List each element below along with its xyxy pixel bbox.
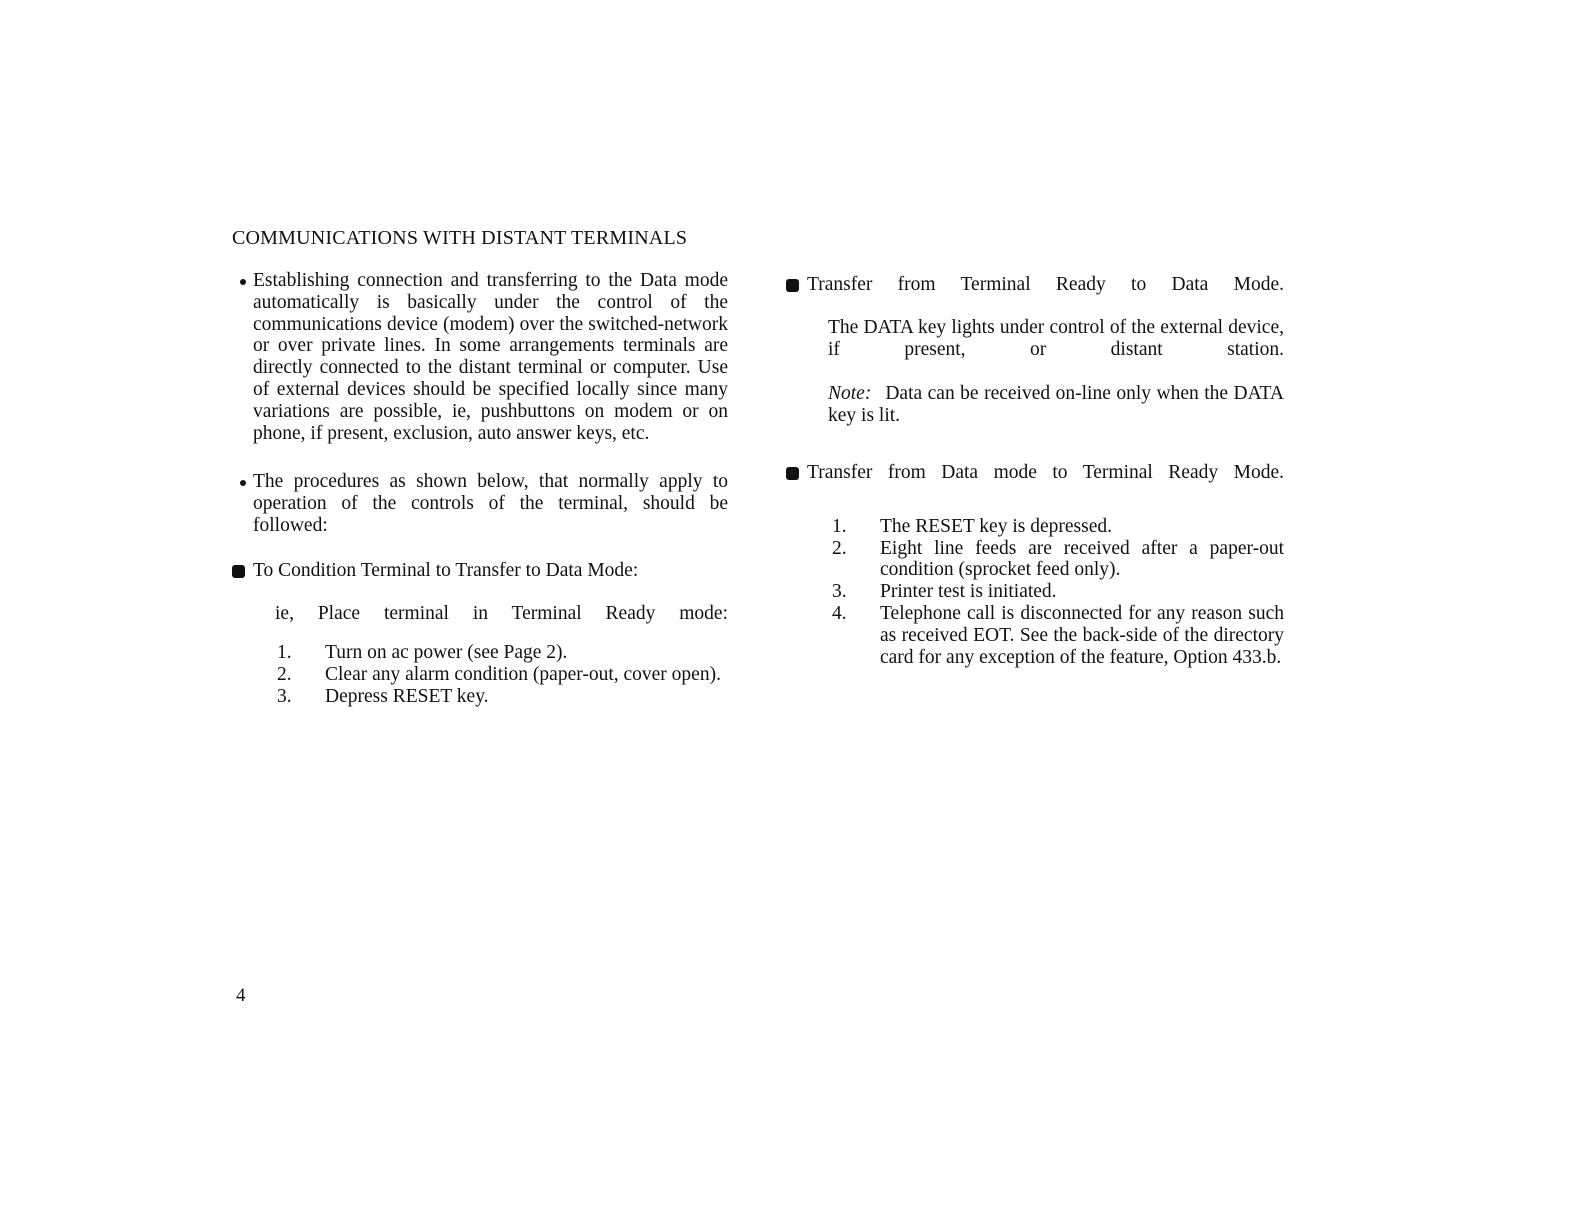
right-column [786, 274, 1284, 668]
step-number: 2. [832, 537, 847, 559]
step-text: Clear any alarm condition (paper-out, cover open). [325, 664, 721, 686]
transfer-to-data-heading-text: Transfer from Terminal Ready to Data Mode. [807, 274, 1284, 295]
transfer-steps-list [786, 516, 1284, 669]
bullet-dot-icon [240, 480, 246, 486]
step-text: Printer test is initiated. [880, 581, 1057, 603]
intro-paragraph-text: Establishing connection and transferring to the Data mode automatically is basically under the control of the communications device (modem) over the switched-network or over private lines. In some arrangements terminals are directly connected to the distant terminal or computer. Use of external devices should be specified locally since many variations are possible, ie, pushbuttons on modem or on phone, if present, exclusion, auto answer keys, etc. [253, 270, 728, 444]
list-item [832, 603, 1284, 668]
bullet-dot-icon [240, 279, 246, 285]
procedures-paragraph-text: The procedures as shown below, that normally apply to operation of the controls of the terminal, should be followed: [253, 471, 728, 536]
transfer-to-ready-heading-text: Transfer from Data mode to Terminal Ready Mode. [807, 461, 1284, 483]
step-number: 2. [277, 664, 292, 686]
list-item [277, 664, 728, 686]
list-item [832, 538, 1284, 582]
list-item [277, 642, 728, 664]
square-bullet-icon [786, 279, 799, 292]
note-label: Note: [828, 383, 872, 405]
note-text: Data can be received on-line only when the DATA key is lit. [828, 383, 1284, 427]
step-text: The RESET key is depressed. [880, 515, 1112, 537]
page-title: COMMUNICATIONS WITH DISTANT TERMINALS [232, 227, 688, 249]
step-number: 1. [832, 515, 847, 537]
step-number: 4. [832, 602, 847, 624]
step-number: 3. [277, 685, 292, 707]
transfer-to-data-heading [786, 274, 1284, 296]
square-bullet-icon [786, 467, 799, 480]
procedures-paragraph [232, 471, 728, 536]
page-number: 4 [236, 985, 246, 1006]
left-column [232, 270, 728, 708]
square-bullet-icon [232, 565, 245, 578]
terminal-ready-subline: ie, Place terminal in Terminal Ready mode: [275, 602, 728, 624]
transfer-to-ready-heading [786, 462, 1284, 484]
step-number: 3. [832, 581, 847, 603]
condition-terminal-heading [232, 560, 728, 582]
condition-terminal-heading-text: To Condition Terminal to Transfer to Data Mode: [253, 559, 639, 581]
step-text: Eight line feeds are received after a paper-out condition (sprocket feed only). [880, 537, 1284, 581]
condition-steps-list [232, 642, 728, 707]
step-text: Turn on ac power (see Page 2). [325, 642, 568, 664]
data-key-paragraph: The DATA key lights under control of the external device, if present, or distant station. [828, 316, 1284, 360]
note-paragraph [786, 383, 1284, 427]
step-text: Telephone call is disconnected for any reason such as received EOT. See the back-side of the directory card for any exception of the feature, Option 433.b. [880, 602, 1284, 668]
step-text: Depress RESET key. [325, 685, 489, 707]
list-item [832, 581, 1284, 603]
list-item [277, 686, 728, 708]
step-number: 1. [277, 642, 292, 664]
intro-paragraph [232, 270, 728, 444]
list-item [832, 516, 1284, 538]
